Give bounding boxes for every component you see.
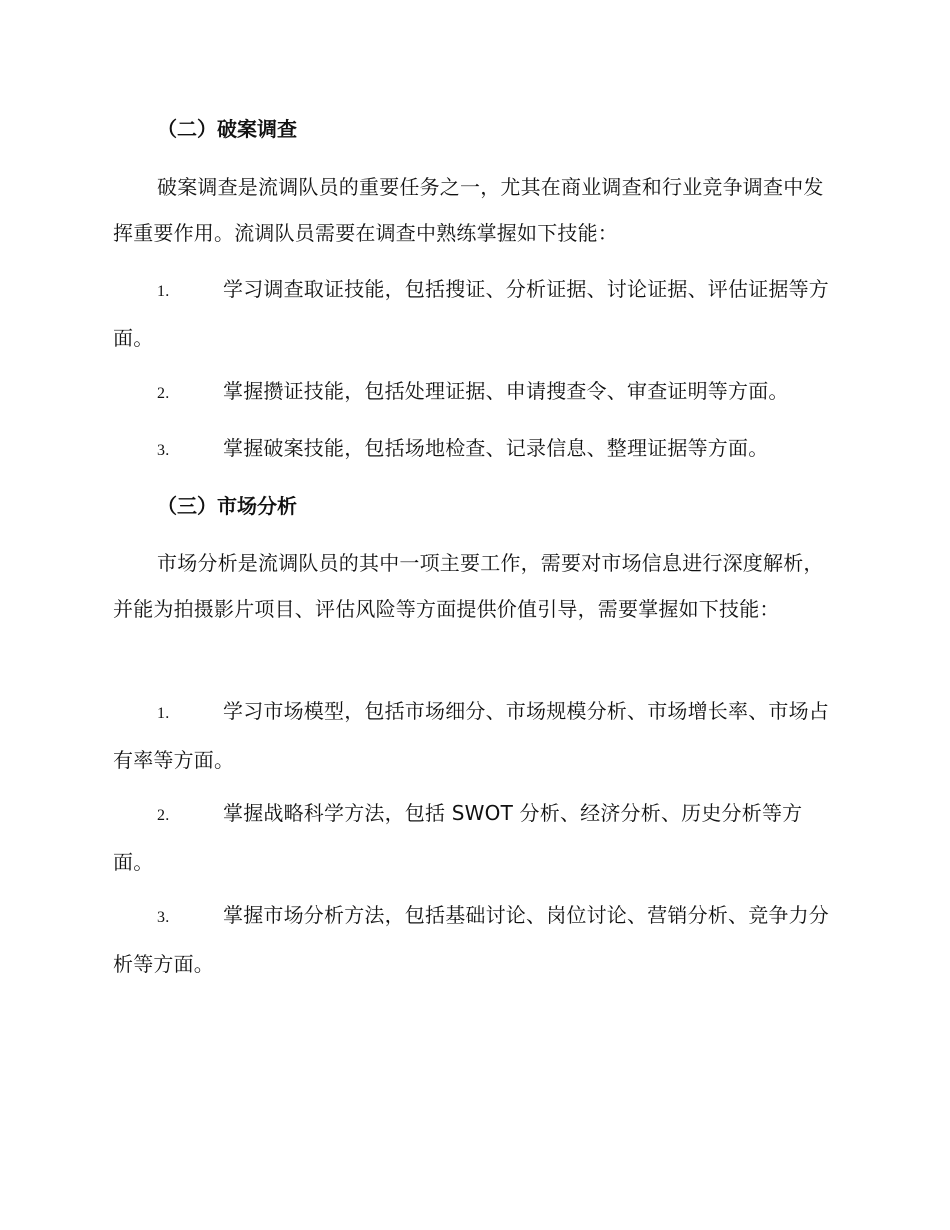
list-item-number: 3. <box>157 442 170 459</box>
list-item-number: 1. <box>157 283 170 300</box>
list-item-text: 学习市场模型，包括市场细分、市场规模分析、市场增长率、市场占有率等方面。 <box>113 699 829 772</box>
list-item-number: 2. <box>157 807 170 824</box>
list-item-text: 掌握战略科学方法，包括 SWOT 分析、经济分析、历史分析等方面。 <box>113 801 803 874</box>
list-item-number: 2. <box>157 385 170 402</box>
section-intro-market: 市场分析是流调队员的其中一项主要工作，需要对市场信息进行深度解析，并能为拍摄影片项目、评估风险等方面提供价值引导，需要掌握如下技能： <box>113 551 824 621</box>
list-item-number: 1. <box>157 705 170 722</box>
list-item <box>113 892 835 987</box>
section-heading-investigation: （二）破案调查 <box>157 117 297 141</box>
list-item-text: 掌握市场分析方法，包括基础讨论、岗位讨论、营销分析、竞争力分析等方面。 <box>113 903 829 976</box>
list-item <box>113 368 835 417</box>
list-item <box>113 425 835 474</box>
section-heading-market: （三）市场分析 <box>157 494 297 518</box>
list-item <box>113 266 835 361</box>
section-intro-investigation: 破案调查是流调队员的重要任务之一，尤其在商业调查和行业竞争调查中发挥重要作用。流调队员需要在调查中熟练掌握如下技能： <box>113 175 824 245</box>
list-item-text: 掌握攒证技能，包括处理证据、申请搜查令、审查证明等方面。 <box>223 379 789 403</box>
list-item <box>113 688 835 783</box>
list-item-text: 掌握破案技能，包括场地检查、记录信息、整理证据等方面。 <box>223 436 769 460</box>
list-item-number: 3. <box>157 909 170 926</box>
list-item <box>113 790 835 885</box>
list-item-text: 学习调查取证技能，包括搜证、分析证据、讨论证据、评估证据等方面。 <box>113 277 829 350</box>
